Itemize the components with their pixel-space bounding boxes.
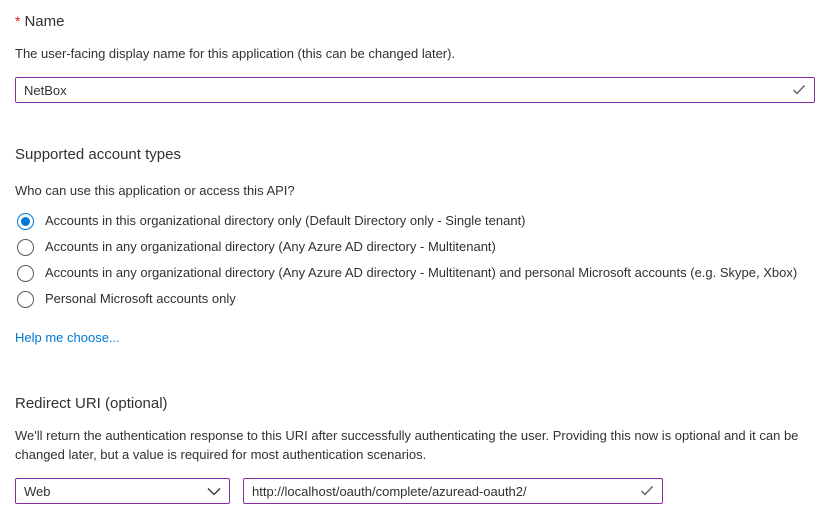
- account-types-radio-group: [15, 208, 815, 312]
- radio-option-multitenant-personal[interactable]: [15, 260, 815, 286]
- redirect-uri-row: [15, 478, 815, 504]
- radio-option-label: Accounts in any organizational directory (Any Azure AD directory - Multitenant) and personal Microsoft accounts (e.g. Skype, Xbox): [45, 265, 798, 280]
- account-types-heading: Supported account types: [15, 146, 181, 163]
- name-label: Name: [24, 13, 65, 30]
- radio-option-multitenant[interactable]: [15, 234, 815, 260]
- redirect-uri-description: We'll return the authentication response to this URI after successfully authenticating the user. Providing this now is optional and it can be changed later, but a value is required for most authentication scenarios.: [15, 428, 799, 462]
- redirect-uri-input-container: [243, 478, 663, 504]
- checkmark-icon: [792, 84, 806, 96]
- radio-option-personal-only[interactable]: [15, 286, 815, 312]
- radio-option-label: Personal Microsoft accounts only: [45, 291, 236, 306]
- name-description: The user-facing display name for this application (this can be changed later).: [15, 46, 456, 61]
- redirect-uri-input[interactable]: [252, 484, 634, 499]
- platform-select-dropdown[interactable]: [15, 478, 230, 504]
- chevron-down-icon: [207, 487, 221, 496]
- help-me-choose-link[interactable]: Help me choose...: [15, 330, 120, 345]
- radio-option-label: Accounts in this organizational directory only (Default Directory only - Single tenant): [45, 213, 526, 228]
- redirect-uri-heading: Redirect URI (optional): [15, 395, 168, 412]
- account-types-question: Who can use this application or access this API?: [15, 183, 295, 198]
- radio-option-single-tenant[interactable]: [15, 208, 815, 234]
- name-input-container: [15, 77, 815, 103]
- radio-button-icon[interactable]: [17, 265, 34, 282]
- radio-button-icon[interactable]: [17, 291, 34, 308]
- radio-option-label: Accounts in any organizational directory (Any Azure AD directory - Multitenant): [45, 239, 496, 254]
- required-asterisk: *: [15, 13, 21, 29]
- name-input[interactable]: [24, 83, 786, 98]
- name-section-heading: [15, 11, 815, 32]
- radio-button-icon[interactable]: [17, 213, 34, 230]
- radio-button-icon[interactable]: [17, 239, 34, 256]
- checkmark-icon: [640, 485, 654, 497]
- platform-selected-value: Web: [24, 483, 51, 499]
